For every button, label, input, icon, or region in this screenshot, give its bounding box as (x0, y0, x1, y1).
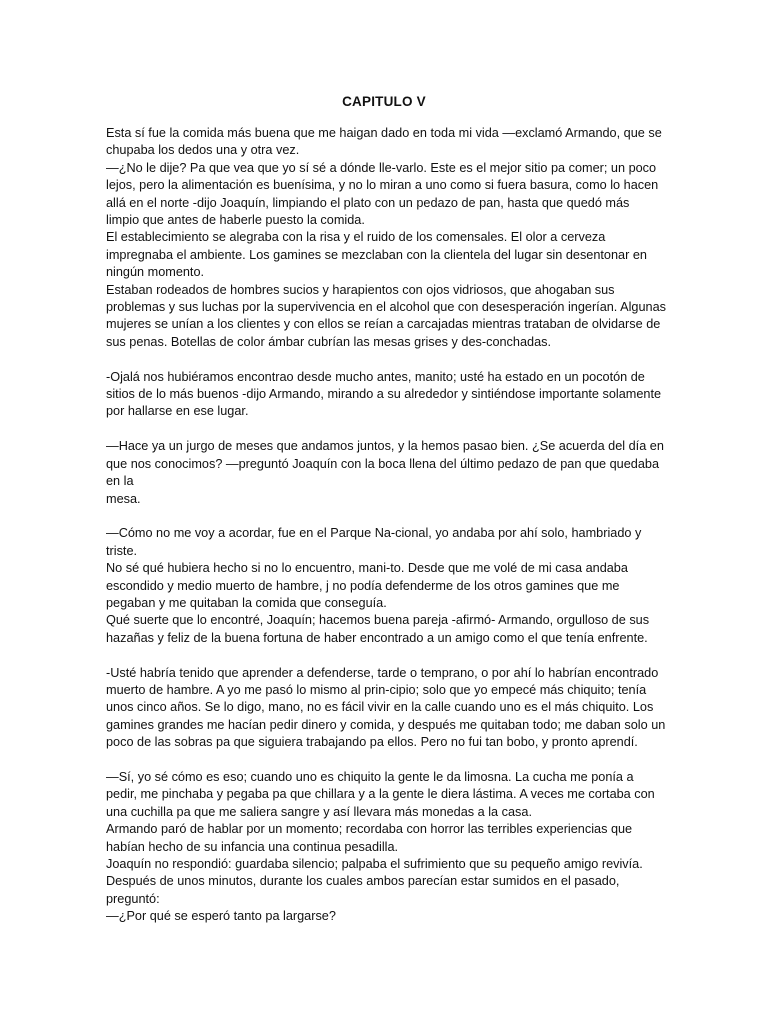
paragraph: Qué suerte que lo encontré, Joaquín; hacemos buena pareja -afirmó- Armando, orgulloso de sus hazañas y feliz de la buena fortuna de haber encontrado a un amigo como el que tenía enfrente. (106, 613, 650, 645)
chapter-title: CAPITULO V (342, 94, 426, 109)
body-text (106, 125, 666, 926)
paragraph-gap (106, 752, 666, 769)
paragraph-gap (106, 508, 666, 525)
paragraph-gap (106, 351, 666, 368)
paragraph: Estaban rodeados de hombres sucios y harapientos con ojos vidriosos, que ahogaban sus problemas y sus luchas por la supervivencia en el alcohol que con desesperación ingerían. Algunas mujeres se unían a los clientes y con ellos se reían a carcajadas mientras trataban de olvidarse de sus penas. Botellas de color ámbar cubrían las mesas grises y des-conchadas. (106, 282, 667, 349)
paragraph: —¿No le dije? Pa que vea que yo sí sé a dónde lle-varlo. Este es el mejor sitio pa comer; un poco lejos, pero la alimentación es buenísima, y no lo miran a uno como si fuera basura, como lo hacen allá en el norte -dijo Joaquín, limpiando el plato con un pedazo de pan, hasta que quedó más limpio que antes de haberle puesto la comida. (106, 160, 659, 228)
paragraph: El establecimiento se alegraba con la risa y el ruido de los comensales. El olor a cerveza impregnaba el ambiente. Los gamines se mezclaban con la clientela del lugar sin desentonar en ningún momento. (106, 230, 647, 280)
paragraph-gap (106, 647, 666, 664)
paragraph: Armando paró de hablar por un momento; recordaba con horror las terribles experiencias que habían hecho de su infancia una continua pesadilla. (106, 822, 633, 854)
paragraph: Joaquín no respondió: guardaba silencio; palpaba el sufrimiento que su pequeño amigo revivía. Después de unos minutos, durante los cuales ambos parecían estar sumidos en el pasado, preguntó: (106, 856, 643, 906)
paragraph: —Sí, yo sé cómo es eso; cuando uno es chiquito la gente le da limosna. La cucha me ponía a pedir, me pinchaba y pegaba pa que chillara y a la gente le diera lástima. A veces me cortaba con una cuchilla pa que me saliera sangre y así llevara más monedas a la casa. (106, 769, 655, 819)
paragraph: Esta sí fue la comida más buena que me haigan dado en toda mi vida —exclamó Armando, que se chupaba los dedos una y otra vez. (106, 126, 662, 158)
paragraph: —Cómo no me voy a acordar, fue en el Parque Na-cional, yo andaba por ahí solo, hambriado y triste. (106, 526, 642, 558)
paragraph: -Usté habría tenido que aprender a defenderse, tarde o temprano, o por ahí lo habrían encontrado muerto de hambre. A yo me pasó lo mismo al prin-cipio; solo que yo empecé más chiquito; tenía unos cinco años. Se lo digo, mano, no es fácil vivir en la calle cuando uno es el más chiquito. Los gamines grandes me hacían pedir dinero y comida, y después me quitaban todo; me daban solo un poco de las sobras pa que siguiera trabajando pa ellos. Pero no fui tan bobo, y pronto aprendí. (106, 665, 666, 750)
paragraph: —¿Por qué se esperó tanto pa largarse? (106, 909, 336, 924)
paragraph: -Ojalá nos hubiéramos encontrao desde mucho antes, manito; usté ha estado en un pocotón de sitios de lo más buenos -dijo Armando, mirando a su alrededor y sintiéndose importante solamente por hallarse en ese lugar. (106, 369, 662, 419)
paragraph: No sé qué hubiera hecho si no lo encuentro, mani-to. Desde que me volé de mi casa andaba escondido y medio muerto de hambre, j no podía defenderme de los otros gamines que me pegaban y me quitaban la comida que conseguía. (106, 561, 628, 610)
paragraph: —Hace ya un jurgo de meses que andamos juntos, y la hemos pasao bien. ¿Se acuerda del día en que nos conocimos? —preguntó Joaquín con la boca llena del último pedazo de pan que quedaba en la mesa. (106, 439, 664, 506)
paragraph-gap (106, 421, 666, 438)
